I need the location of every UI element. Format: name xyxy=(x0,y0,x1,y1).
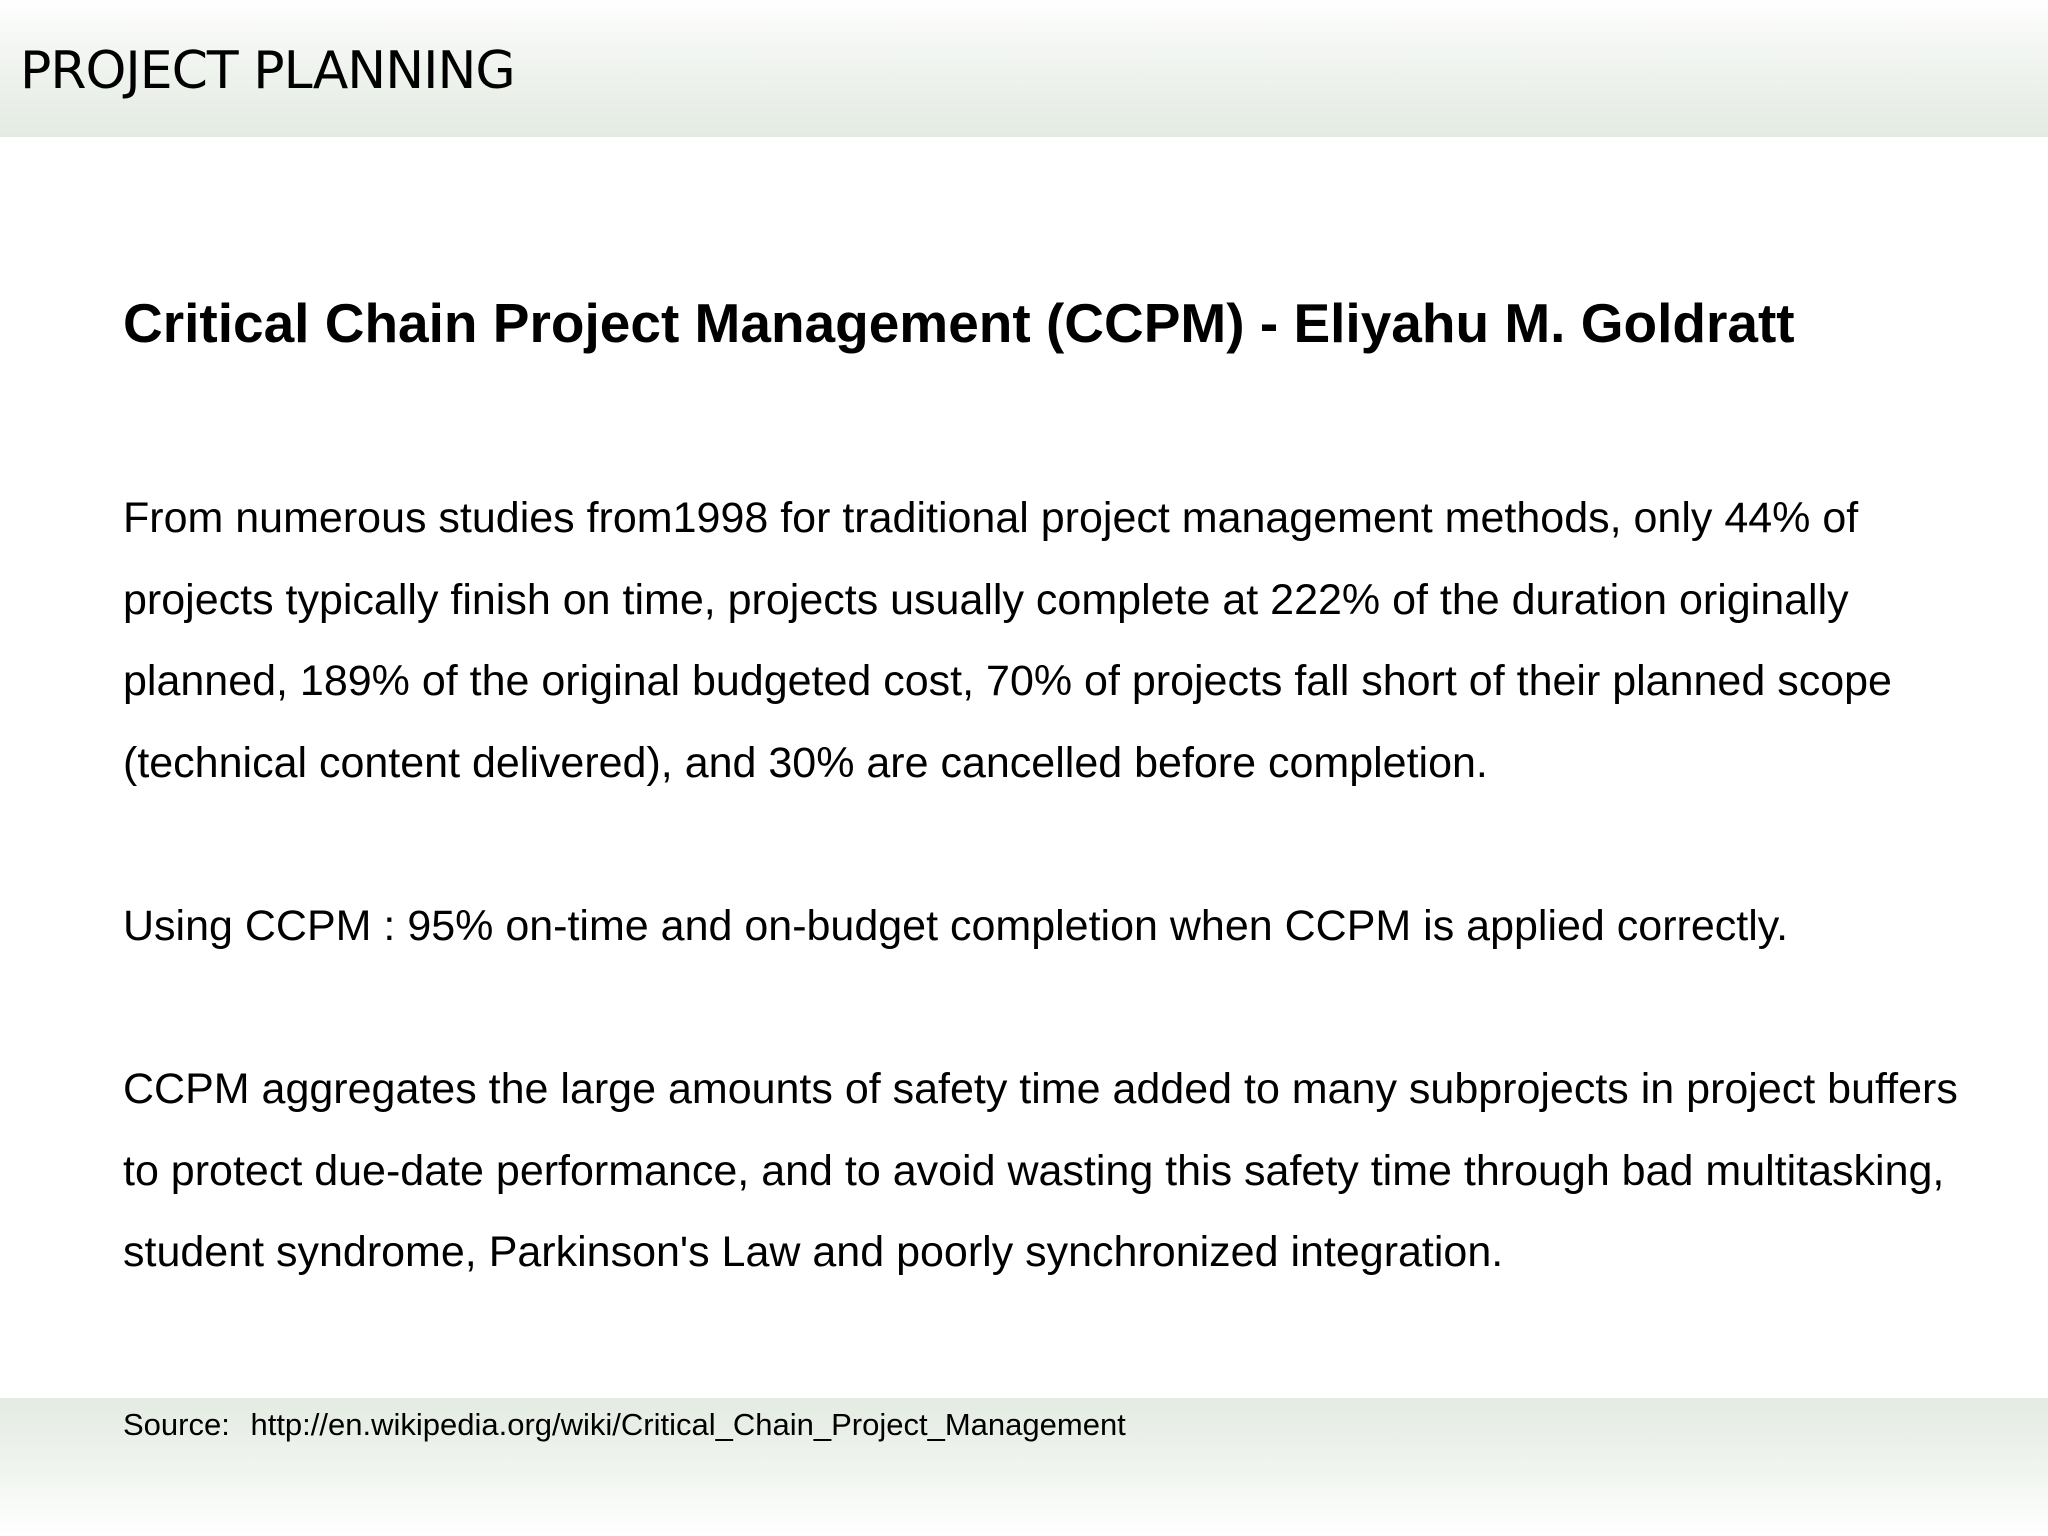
source-link[interactable]: http://en.wikipedia.org/wiki/Critical_Chain_Project_Management xyxy=(250,1407,1126,1442)
paragraph-studies: From numerous studies from1998 for traditional project management methods, only 44% of projects typically finish on time, projects usually complete at 222% of the duration originally planned, 189% of the original budgeted cost, 70% of projects fall short of their planned scope (technical content delivered), and 30% are cancelled before completion. xyxy=(123,494,1892,787)
section-title: PROJECT PLANNING xyxy=(20,41,515,101)
source-label: Source: xyxy=(123,1407,230,1442)
slide-title: Critical Chain Project Management (CCPM) - Eliyahu M. Goldratt xyxy=(123,292,1795,354)
source-citation xyxy=(123,1405,1126,1445)
paragraph-ccpm-description: CCPM aggregates the large amounts of safety time added to many subprojects in project buffers to protect due-date performance, and to avoid wasting this safety time through bad multitasking, student syndrome, Parkinson's Law and poorly synchronized integration. xyxy=(123,1065,1958,1276)
paragraph-ccpm-results: Using CCPM : 95% on-time and on-budget completion when CCPM is applied correctly. xyxy=(123,902,1789,950)
header-band xyxy=(0,0,2048,137)
